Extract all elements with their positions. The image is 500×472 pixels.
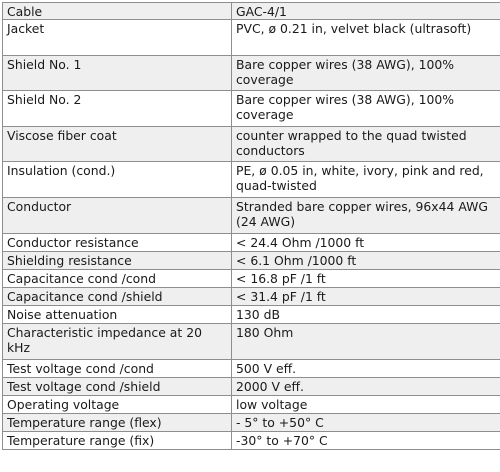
- parameter-cell: Characteristic impedance at 20 kHz: [3, 324, 232, 360]
- value-cell: -30° to +70° C: [232, 432, 500, 450]
- table-row: [3, 396, 500, 414]
- table-row: [3, 91, 500, 127]
- table-row: [3, 127, 500, 162]
- value-cell: low voltage: [232, 396, 500, 414]
- cable-spec-table: [2, 2, 500, 450]
- value-cell: < 6.1 Ohm /1000 ft: [232, 252, 500, 270]
- value-cell: < 24.4 Ohm /1000 ft: [232, 234, 500, 252]
- table-row: [3, 306, 500, 324]
- value-cell: Stranded bare copper wires, 96x44 AWG (24 AWG): [232, 198, 500, 234]
- table-row: [3, 288, 500, 306]
- value-cell: 130 dB: [232, 306, 500, 324]
- parameter-cell: Operating voltage: [3, 396, 232, 414]
- table-row: [3, 20, 500, 56]
- value-cell: 500 V eff.: [232, 360, 500, 378]
- parameter-cell: Temperature range (fix): [3, 432, 232, 450]
- value-cell: < 31.4 pF /1 ft: [232, 288, 500, 306]
- value-cell: - 5° to +50° C: [232, 414, 500, 432]
- parameter-cell: Jacket: [3, 20, 232, 56]
- table-row: [3, 3, 500, 20]
- table-row: [3, 414, 500, 432]
- parameter-cell: Capacitance cond /cond: [3, 270, 232, 288]
- table-row: [3, 252, 500, 270]
- parameter-cell: Capacitance cond /shield: [3, 288, 232, 306]
- value-cell: < 16.8 pF /1 ft: [232, 270, 500, 288]
- table-row: [3, 360, 500, 378]
- value-cell: PVC, ø 0.21 in, velvet black (ultrasoft): [232, 20, 500, 56]
- table-row: [3, 198, 500, 234]
- parameter-cell: Test voltage cond /shield: [3, 378, 232, 396]
- value-cell: Bare copper wires (38 AWG), 100% coverage: [232, 91, 500, 127]
- value-cell: counter wrapped to the quad twisted conductors: [232, 127, 500, 162]
- value-cell: GAC-4/1: [232, 3, 500, 20]
- parameter-cell: Insulation (cond.): [3, 162, 232, 198]
- value-cell: 180 Ohm: [232, 324, 500, 360]
- parameter-cell: Shield No. 1: [3, 56, 232, 91]
- parameter-cell: Temperature range (flex): [3, 414, 232, 432]
- parameter-cell: Conductor resistance: [3, 234, 232, 252]
- parameter-cell: Noise attenuation: [3, 306, 232, 324]
- parameter-cell: Shielding resistance: [3, 252, 232, 270]
- value-cell: 2000 V eff.: [232, 378, 500, 396]
- value-cell: PE, ø 0.05 in, white, ivory, pink and red, quad-twisted: [232, 162, 500, 198]
- spec-table-body: [3, 3, 500, 450]
- table-row: [3, 162, 500, 198]
- parameter-cell: Shield No. 2: [3, 91, 232, 127]
- table-row: [3, 378, 500, 396]
- table-row: [3, 234, 500, 252]
- table-row: [3, 432, 500, 450]
- parameter-cell: Conductor: [3, 198, 232, 234]
- parameter-cell: Viscose fiber coat: [3, 127, 232, 162]
- table-row: [3, 56, 500, 91]
- value-cell: Bare copper wires (38 AWG), 100% coverage: [232, 56, 500, 91]
- parameter-cell: Test voltage cond /cond: [3, 360, 232, 378]
- parameter-cell: Cable: [3, 3, 232, 20]
- table-row: [3, 270, 500, 288]
- table-row: [3, 324, 500, 360]
